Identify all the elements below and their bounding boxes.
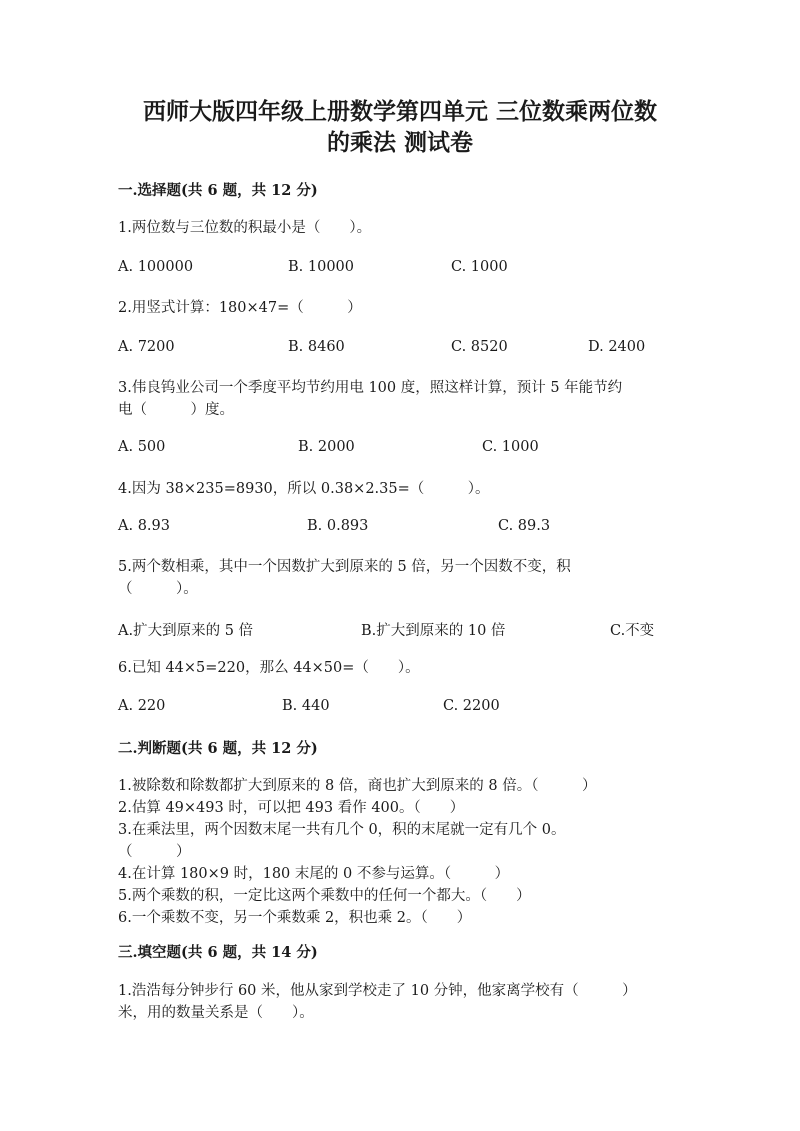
- q6-option-c: C. 2200: [443, 698, 500, 714]
- question-1: 1.两位数与三位数的积最小是（ ）。: [118, 220, 372, 236]
- title-line-1: 西师大版四年级上册数学第四单元 三位数乘两位数: [142, 98, 657, 125]
- question-2: 2.用竖式计算：180×47=（ ）: [118, 300, 362, 316]
- judgement-item: 3.在乘法里，两个因数末尾一共有几个 0，积的末尾就一定有几个 0。: [118, 822, 566, 838]
- q6-option-b: B. 440: [282, 698, 330, 714]
- judgement-item: 1.被除数和除数都扩大到原来的 8 倍，商也扩大到原来的 8 倍。（ ）: [118, 778, 597, 794]
- section-heading-judgement: 二.判断题(共 6 题，共 12 分): [118, 740, 318, 757]
- q6-option-a: A. 220: [118, 698, 166, 714]
- question-5: [118, 556, 571, 600]
- question-5-line-2: （ ）。: [118, 581, 198, 597]
- question-3-line-2: 电（ ）度。: [118, 402, 234, 418]
- question-4: 4.因为 38×235=8930，所以 0.38×2.35=（ ）。: [118, 481, 490, 497]
- q5-option-b: B.扩大到原来的 10 倍: [361, 623, 506, 639]
- q2-option-c: C. 8520: [451, 339, 508, 355]
- q3-option-c: C. 1000: [482, 439, 539, 455]
- q1-option-c: C. 1000: [451, 259, 508, 275]
- q5-option-c: C.不变: [610, 623, 655, 639]
- page-title: [100, 96, 700, 158]
- q1-option-b: B. 10000: [288, 259, 355, 275]
- q2-option-a: A. 7200: [118, 339, 175, 355]
- judgement-item: 5.两个乘数的积，一定比这两个乘数中的任何一个都大。（ ）: [118, 888, 531, 904]
- judgement-item: 6.一个乘数不变，另一个乘数乘 2，积也乘 2。（ ）: [118, 910, 472, 926]
- section-heading-fill: 三.填空题(共 6 题，共 14 分): [118, 944, 318, 961]
- question-5-line-1: 5.两个数相乘，其中一个因数扩大到原来的 5 倍，另一个因数不变，积: [118, 559, 571, 575]
- judgement-list: [118, 775, 596, 929]
- q3-option-b: B. 2000: [298, 439, 355, 455]
- q5-option-a: A.扩大到原来的 5 倍: [118, 623, 254, 639]
- title-line-2: 的乘法 测试卷: [326, 129, 473, 156]
- question-3-line-1: 3.伟良钨业公司一个季度平均节约用电 100 度，照这样计算，预计 5 年能节约: [118, 380, 623, 396]
- question-6: 6.已知 44×5=220，那么 44×50=（ ）。: [118, 660, 420, 676]
- judgement-item: 4.在计算 180×9 时，180 末尾的 0 不参与运算。（ ）: [118, 866, 510, 882]
- q4-option-a: A. 8.93: [118, 518, 170, 534]
- q3-option-a: A. 500: [118, 439, 166, 455]
- q2-option-d: D. 2400: [588, 339, 646, 355]
- judgement-item: 2.估算 49×493 时，可以把 493 看作 400。（ ）: [118, 800, 465, 816]
- judgement-item: （ ）: [118, 844, 191, 860]
- q4-option-b: B. 0.893: [307, 518, 369, 534]
- question-3: [118, 377, 622, 421]
- section-heading-choice: 一.选择题(共 6 题，共 12 分): [118, 182, 318, 199]
- fill-question-1: [118, 980, 637, 1024]
- q1-option-a: A. 100000: [118, 259, 194, 275]
- fill-question-1-line-1: 1.浩浩每分钟步行 60 米，他从家到学校走了 10 分钟，他家离学校有（ ）: [118, 983, 637, 999]
- q4-option-c: C. 89.3: [498, 518, 551, 534]
- q2-option-b: B. 8460: [288, 339, 345, 355]
- fill-question-1-line-2: 米，用的数量关系是（ ）。: [118, 1005, 314, 1021]
